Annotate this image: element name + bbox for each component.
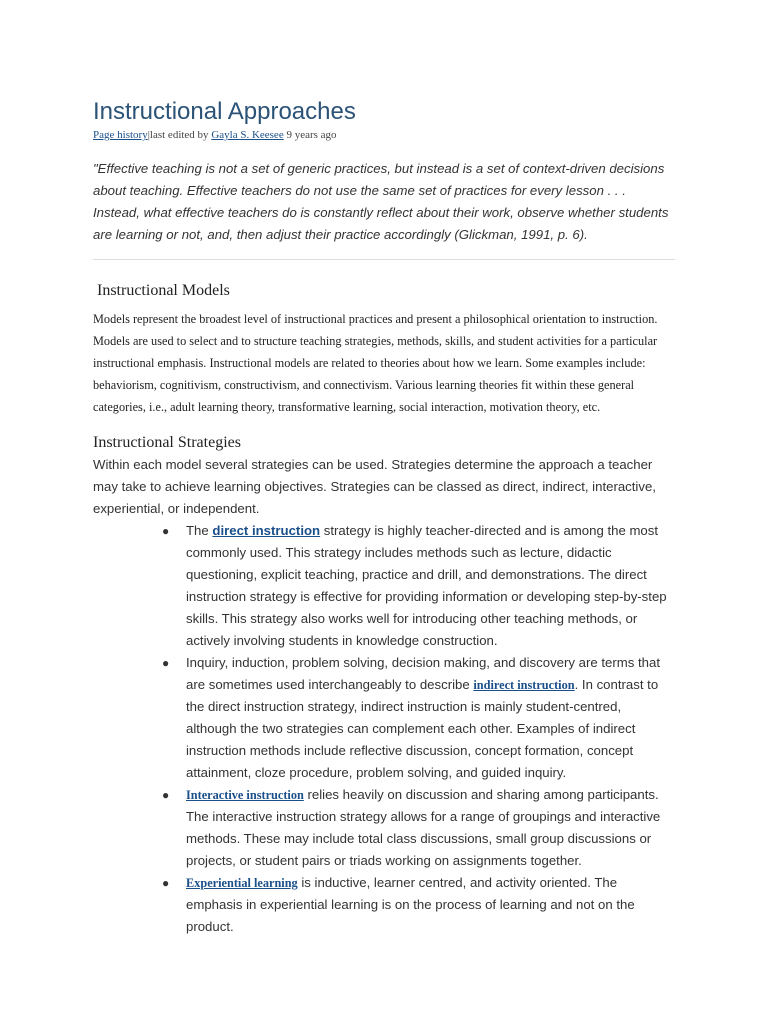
experiential-learning-link[interactable]: Experiential learning (186, 876, 298, 890)
item-text-before: The (186, 523, 213, 538)
page-history-link[interactable]: Page history (93, 129, 148, 141)
item-text-after: strategy is highly teacher-directed and is among the most commonly used. This strategy includes methods such as lecture, didactic questioning, explicit teaching, practice and drill, and demonstrations. The direct instruction strategy is effective for providing information or developing step-by-step skills. This strategy also works well for introducing other teaching methods, or actively involving students in knowledge construction. (186, 523, 667, 648)
interactive-instruction-link[interactable]: Interactive instruction (186, 788, 304, 802)
page-title: Instructional Approaches (93, 98, 356, 125)
meta-separator: | (147, 129, 150, 141)
strategies-heading: Instructional Strategies (93, 434, 241, 451)
models-heading: Instructional Models (97, 282, 230, 299)
edited-time: 9 years ago (286, 129, 337, 141)
bullet-icon: ● (162, 788, 170, 802)
list-item-direct (93, 520, 675, 652)
item-text-after: . In contrast to the direct instruction strategy, indirect instruction is mainly student-centred, although the two strategies can complement each other. Examples of indirect instruction methods include reflective discussion, concept formation, concept attainment, cloze procedure, problem solving, and guided inquiry. (186, 677, 659, 780)
bullet-icon: ● (162, 524, 170, 538)
edited-prefix: last edited by (149, 129, 209, 141)
list-item-experiential (93, 872, 675, 938)
item-text-after: relies heavily on discussion and sharing among participants. The interactive instruction strategy allows for a range of groupings and interactive methods. These may include total class discussions, small group discussions or projects, or student pairs or triads working on assignments together. (186, 787, 661, 868)
page-content (93, 96, 675, 938)
list-item-interactive (93, 784, 675, 872)
intro-quote: "Effective teaching is not a set of generic practices, but instead is a set of context-driven decisions about teaching. Effective teachers do not use the same set of practices for every lesson . . . Instead, what effective teachers do is constantly reflect about their work, observe whether students are learning or not, and, then adjust their practice accordingly (Glickman, 1991, p. 6). (93, 158, 675, 260)
item-text-before: Inquiry, induction, problem solving, decision making, and discovery are terms that are sometimes used interchangeably to describe (186, 655, 661, 692)
bullet-icon: ● (162, 876, 170, 890)
item-text-after: is inductive, learner centred, and activity oriented. The emphasis in experiential learning is on the process of learning and not on the product. (186, 875, 635, 934)
models-paragraph: Models represent the broadest level of instructional practices and present a philosophical orientation to instruction. Models are used to select and to structure teaching strategies, methods, skills, and student activities for a particular instructional emphasis. Instructional models are related to theories about how we learn. Some examples include: behaviorism, cognitivism, constructivism, and connectivism. Various learning theories fit within these general categories, i.e., adult learning theory, transformative learning, social interaction, motivation theory, etc. (93, 312, 658, 414)
author-link[interactable]: Gayla S. Keesee (211, 129, 284, 141)
direct-instruction-link[interactable]: direct instruction (212, 523, 321, 538)
list-item-indirect (93, 652, 675, 784)
page-meta (93, 128, 675, 142)
indirect-instruction-link[interactable]: indirect instruction (473, 678, 575, 692)
strategies-intro: Within each model several strategies can be used. Strategies determine the approach a teacher may take to achieve learning objectives. Strategies can be classed as direct, indirect, interactive, experiential, or independent. (93, 457, 656, 516)
bullet-icon: ● (162, 656, 170, 670)
strategies-list (93, 520, 675, 938)
